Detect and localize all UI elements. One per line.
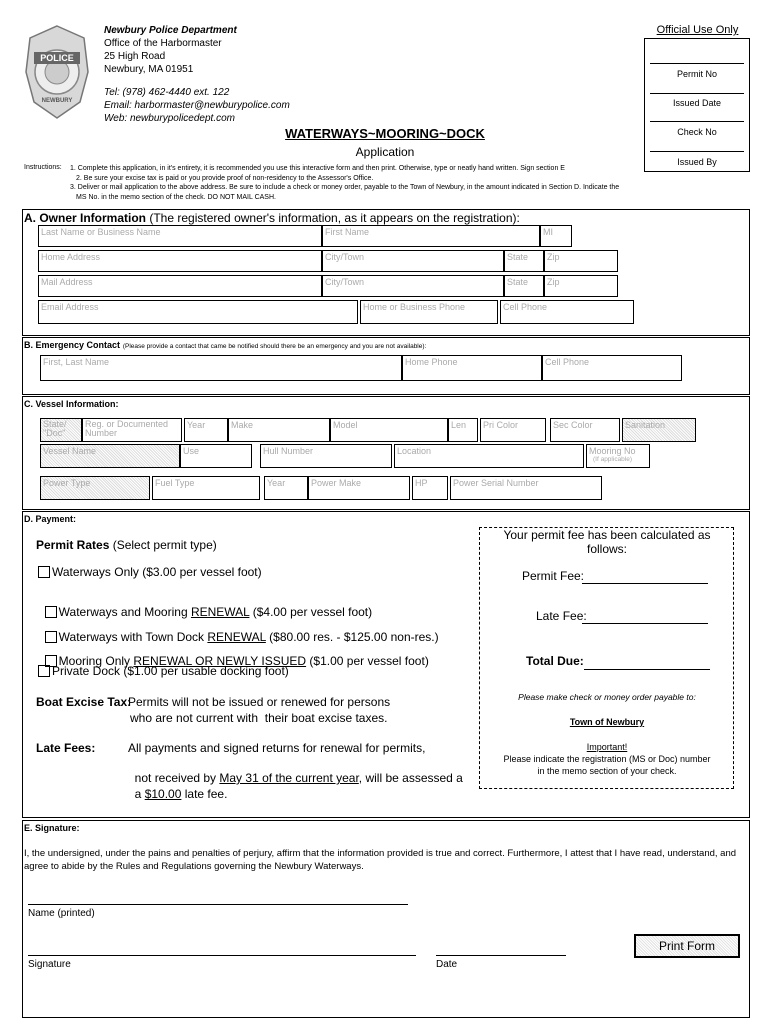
late-line3b: $10.00 — [144, 787, 182, 801]
instructions-label: Instructions: — [24, 164, 62, 171]
zip2-label: Zip — [547, 277, 560, 287]
home-phone-label: Home or Business Phone — [363, 302, 466, 312]
section-d-title: D. Payment: — [24, 514, 77, 524]
instruction-2: 2. Be sure your excise tax is paid or you provide proof of non-residency to the Assessor's Office. — [76, 174, 374, 182]
zip1-field[interactable] — [544, 250, 618, 272]
mooring-no-field[interactable] — [586, 444, 650, 468]
excise-label: Boat Excise Tax: — [36, 695, 132, 709]
memo-line2: in the memo section of your check. — [537, 766, 677, 776]
instruction-3: 3. Deliver or mail application to the above address. Be sure to include a check or money order, payable to the Town of Newbury, in the amount indicated in Section D. Indicate the — [70, 184, 620, 191]
police-badge — [22, 24, 92, 120]
power-type-field[interactable] — [40, 476, 150, 500]
model-field[interactable] — [330, 418, 448, 442]
power-serial-field[interactable] — [450, 476, 602, 500]
address-line2: Newbury, MA 01951 — [104, 64, 194, 75]
power-make-field[interactable] — [308, 476, 410, 500]
city1-label: City/Town — [325, 252, 365, 262]
option-4c: ($1.00 per vessel foot) — [306, 654, 429, 668]
official-heading: Official Use Only — [656, 24, 739, 36]
hp-label: HP — [415, 478, 428, 488]
vessel-name-field[interactable] — [40, 444, 180, 468]
city1-field[interactable] — [322, 250, 504, 272]
sanitation-label: Sanitation — [625, 420, 666, 430]
tel: Tel: (978) 462-4440 ext. 122 — [104, 87, 230, 98]
first-name-field[interactable] — [322, 225, 540, 247]
section-c-title: C. Vessel Information: — [24, 399, 119, 409]
sec-color-field[interactable] — [550, 418, 620, 442]
fee-heading: Your permit fee has been calculated as follows: — [482, 528, 732, 556]
pri-color-label: Pri Color — [483, 420, 519, 430]
option-4a: Mooring Only — [58, 654, 134, 668]
checkbox-private-dock[interactable] — [38, 665, 50, 677]
option-4b: RENEWAL OR NEWLY ISSUED — [133, 654, 307, 668]
mi-label: MI — [543, 227, 553, 237]
total-due-line[interactable] — [584, 669, 710, 670]
rates-sub: (Select permit type) — [112, 538, 217, 552]
hp-field[interactable] — [412, 476, 448, 500]
state1-field[interactable] — [504, 250, 544, 272]
late-line1: All payments and signed returns for renewal for permits, — [128, 741, 426, 755]
web-contact: Web: newburypolicedept.com — [104, 113, 235, 124]
issued-date-label: Issued Date — [672, 98, 722, 108]
emergency-cell-phone-label: Cell Phone — [545, 357, 590, 367]
mail-address-field[interactable] — [38, 275, 322, 297]
print-form-label: Print Form — [658, 939, 715, 953]
sec-color-label: Sec Color — [553, 420, 593, 430]
email-label: Email Address — [41, 302, 99, 312]
option-2b: RENEWAL — [190, 605, 250, 619]
year-field[interactable] — [184, 418, 228, 442]
vessel-name-label: Vessel Name — [43, 446, 97, 456]
state-doc-field[interactable] — [40, 418, 82, 442]
location-field[interactable] — [394, 444, 584, 468]
cell-phone-label: Cell Phone — [503, 302, 548, 312]
emergency-home-phone-label: Home Phone — [405, 357, 458, 367]
last-name-label: Last Name or Business Name — [41, 227, 161, 237]
fuel-type-field[interactable] — [152, 476, 260, 500]
emergency-name-label: First, Last Name — [43, 357, 110, 367]
use-label: Use — [183, 446, 200, 456]
late-line3a: a — [134, 787, 145, 801]
mooring-no-label: Mooring No — [589, 446, 636, 456]
option-5-label: Private Dock ($1.00 per usable docking foot) — [52, 664, 289, 678]
memo-line1: Please indicate the registration (MS or Doc) number — [503, 754, 711, 764]
late-fee-line[interactable] — [582, 623, 708, 624]
year2-label: Year — [267, 478, 286, 488]
len-field[interactable] — [448, 418, 478, 442]
section-e-title: E. Signature: — [24, 823, 80, 833]
payable-to: Please make check or money order payable to: — [518, 692, 696, 702]
instructions — [70, 164, 640, 202]
location-label: Location — [397, 446, 432, 456]
sanitation-field[interactable] — [622, 418, 696, 442]
reg-number-field[interactable] — [82, 418, 182, 442]
home-phone-field[interactable] — [360, 300, 498, 324]
important-label: Important! — [586, 742, 628, 752]
instruction-1: 1. Complete this application, in it's entirety, it is recommended you use this interactive form and then print. Otherwise, type or neatly hand written. Sign section E — [70, 165, 565, 172]
home-address-field[interactable] — [38, 250, 322, 272]
power-type-label: Power Type — [43, 478, 91, 488]
email-field[interactable] — [38, 300, 358, 324]
emergency-cell-phone-field[interactable] — [542, 355, 682, 381]
option-3a: Waterways with Town Dock — [58, 630, 208, 644]
state2-label: State — [507, 277, 529, 287]
late-label: Late Fees: — [36, 741, 96, 755]
year-label: Year — [187, 420, 206, 430]
cell-phone-field[interactable] — [500, 300, 634, 324]
badge-town: NEWBURY — [41, 98, 73, 104]
late-line2a: not received by — [134, 771, 220, 785]
option-3b: RENEWAL — [207, 630, 266, 644]
section-a-title: A. Owner Information — [24, 211, 147, 225]
name-printed-label: Name (printed) — [28, 908, 95, 919]
make-field[interactable] — [228, 418, 330, 442]
len-label: Len — [451, 420, 467, 430]
org-name: Newbury Police Department — [104, 25, 237, 36]
last-name-field[interactable] — [38, 225, 322, 247]
option-waterways-mooring[interactable] — [38, 591, 372, 619]
option-waterways-only[interactable] — [38, 565, 262, 579]
zip2-field[interactable] — [544, 275, 618, 297]
city2-label: City/Town — [325, 277, 365, 287]
badge-text: POLICE — [40, 53, 74, 63]
attestation-text: I, the undersigned, under the pains and penalties of perjury, affirm that the information provided is true and correct. Furthermore, I attest that I have read, understand, and agree to abide by the Rules and Regulations governing the Newbury Waterways. — [24, 848, 737, 872]
signature-label: Signature — [28, 959, 71, 970]
late-line2c: , will be assessed a — [358, 771, 463, 785]
power-serial-label: Power Serial Number — [453, 478, 539, 488]
city2-field[interactable] — [322, 275, 504, 297]
zip1-label: Zip — [547, 252, 560, 262]
excise-line2: who are not current with their boat excise taxes. — [130, 711, 388, 725]
option-2c: ($4.00 per vessel foot) — [249, 605, 373, 619]
rates-heading: Permit Rates — [36, 538, 110, 552]
name-printed-line[interactable] — [28, 904, 408, 905]
section-b-subtitle: (Please provide a contact that came be notified should there be an emergency and you are not available): — [122, 343, 427, 350]
first-name-label: First Name — [325, 227, 370, 237]
make-label: Make — [231, 420, 254, 430]
state2-field[interactable] — [504, 275, 544, 297]
use-field[interactable] — [180, 444, 252, 468]
hull-number-label: Hull Number — [263, 446, 314, 456]
emergency-name-field[interactable] — [40, 355, 402, 381]
power-make-label: Power Make — [311, 478, 362, 488]
hull-number-field[interactable] — [260, 444, 392, 468]
section-b-title: B. Emergency Contact — [24, 340, 121, 350]
late-fee-label: Late Fee: — [536, 609, 587, 623]
permit-fee-line[interactable] — [582, 583, 708, 584]
form-subtitle: Application — [355, 145, 415, 159]
state-doc-label: State/ "Doc" — [43, 419, 67, 438]
town-name: Town of Newbury — [569, 717, 645, 727]
option-2a: Waterways and Mooring — [58, 605, 191, 619]
pri-color-field[interactable] — [480, 418, 546, 442]
email-contact: Email: harbormaster@newburypolice.com — [104, 100, 290, 111]
option-1-label: Waterways Only ($3.00 per vessel foot) — [52, 565, 262, 579]
official-use-box — [644, 38, 750, 172]
home-address-label: Home Address — [41, 252, 101, 262]
section-a-subtitle: (The registered owner's information, as it appears on the registration): — [149, 211, 520, 225]
issued-by-label: Issued By — [677, 157, 717, 167]
check-no-label: Check No — [677, 127, 717, 137]
excise-line1: Permits will not be issued or renewed for persons — [128, 695, 391, 709]
option-3c: ($80.00 res. - $125.00 non-res.) — [265, 630, 439, 644]
form-title: WATERWAYS~MOORING~DOCK — [285, 126, 485, 141]
mooring-note: (If applicable) — [593, 456, 633, 463]
date-label: Date — [436, 959, 458, 970]
emergency-home-phone-field[interactable] — [402, 355, 542, 381]
reg-number-label: Reg. or Documented Number — [85, 419, 169, 438]
permit-no-label: Permit No — [676, 69, 717, 79]
print-form-button[interactable] — [634, 934, 740, 958]
date-line[interactable] — [436, 955, 566, 956]
late-line3c: late fee. — [181, 787, 228, 801]
office-name: Office of the Harbormaster — [104, 38, 222, 49]
mail-address-label: Mail Address — [41, 277, 93, 287]
address-line1: 25 High Road — [104, 51, 166, 62]
state1-label: State — [507, 252, 529, 262]
checkbox-waterways-only[interactable] — [38, 566, 50, 578]
late-line2b: May 31 of the current year — [219, 771, 359, 785]
mi-field[interactable] — [540, 225, 572, 247]
permit-fee-label: Permit Fee: — [522, 569, 585, 583]
option-private-dock[interactable] — [38, 664, 289, 678]
total-due-label: Total Due: — [526, 654, 584, 668]
model-label: Model — [333, 420, 358, 430]
instruction-4: MS No. in the memo section of the check. DO NOT MAIL CASH. — [76, 193, 276, 201]
fuel-type-label: Fuel Type — [155, 478, 195, 488]
signature-line[interactable] — [28, 955, 416, 956]
year2-field[interactable] — [264, 476, 308, 500]
